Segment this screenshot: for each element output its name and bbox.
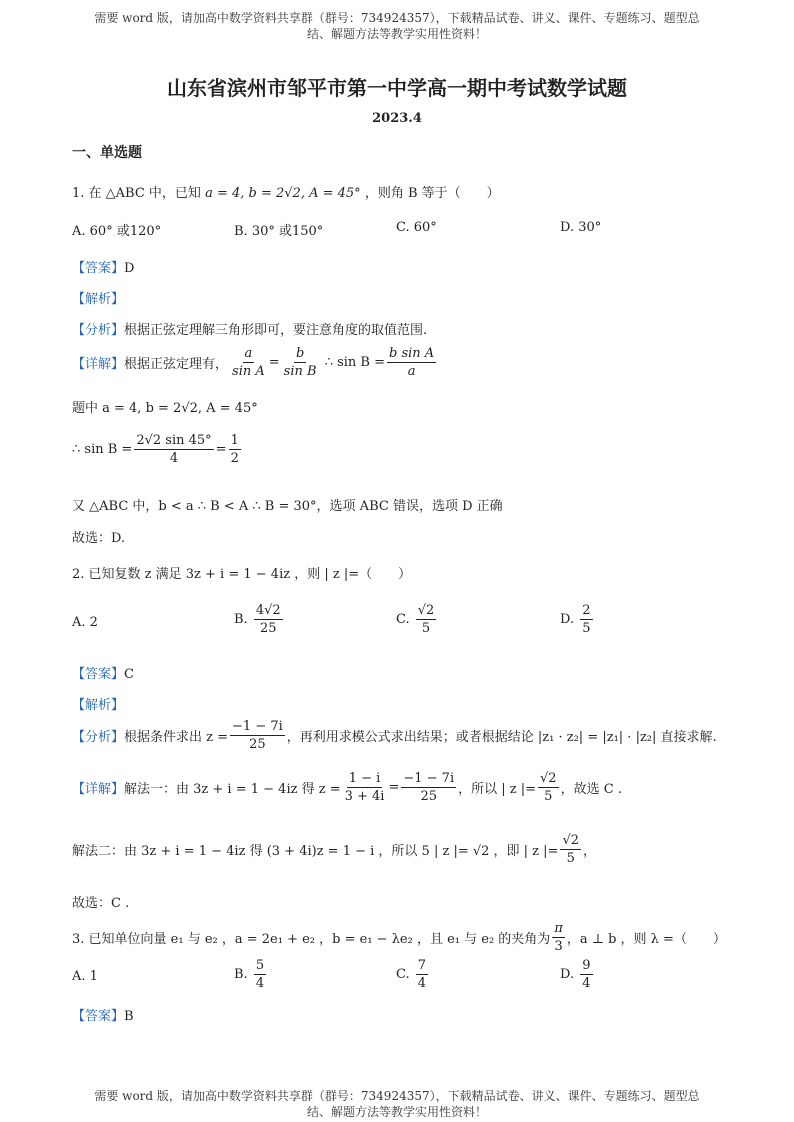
frac-den: sin B bbox=[283, 364, 317, 379]
q1-option-b: B. 30° 或150° bbox=[234, 224, 324, 239]
q3-option-a: A. 1 bbox=[72, 969, 98, 984]
q3-option-d bbox=[560, 957, 595, 992]
q2-xiangjie: 【详解】 解法一：由 3z + i = 1 − 4iz 得 z = $\frac{1 - i}{3 + 4i}$ = $\frac{-1 - 7i}{25}$ ，所以 | z |= $\frac{√2}{5}$ ，故选 C . bbox=[72, 771, 622, 804]
frac-num: 1 − i bbox=[348, 771, 381, 786]
q3-stem-b: ，a ⊥ b ，则 λ =（ ） bbox=[566, 932, 726, 947]
therefore-sinB: ∴ sin B = bbox=[320, 355, 386, 370]
q2-fenxi bbox=[72, 718, 717, 753]
q3-stem-a: 3. 已知单位向量 e₁ 与 e₂ ，a = 2e₁ + e₂ ，b = e₁ − λe₂ ，且 e₁ 与 e₂ 的夹角为 bbox=[72, 932, 551, 947]
frac-num: 7 bbox=[417, 958, 427, 973]
q2-fenxi-text-b: ，再利用求模公式求出结果；或者根据结论 |z₁ · z₂| = |z₁| · |z₂| 直接求解. bbox=[286, 730, 717, 745]
frac-minus1-7i-over-25 bbox=[230, 718, 285, 753]
frac-num: −1 − 7i bbox=[403, 771, 455, 786]
option-label: B. bbox=[234, 612, 248, 627]
q1-answer bbox=[72, 257, 134, 276]
q1-xiangjie: 【详解】 根据正弦定理有， $\frac{a}{\text{sin A}}$ = $\frac{b}{\text{sin B}}$ ∴ sin B = $\frac{\text{b sin A}}{a}$ bbox=[72, 346, 435, 379]
fenxi-tag: 【分析】 bbox=[72, 730, 125, 745]
frac-num: 9 bbox=[582, 958, 591, 973]
frac-pi-over-3 bbox=[552, 920, 565, 955]
q3-answer-value: B bbox=[124, 1009, 134, 1024]
frac-den: 3 bbox=[554, 939, 563, 954]
q1-stem-part-a: 1. 在 △ABC 中，已知 bbox=[72, 186, 201, 201]
frac-7-over-4 bbox=[416, 957, 428, 992]
page-title: 山东省滨州市邹平市第一中学高一期中考试数学试题 bbox=[167, 76, 627, 100]
frac-den: 3 + 4i bbox=[344, 789, 385, 804]
section-title: 一、单选题 bbox=[72, 145, 142, 161]
frac-root2-over-5 bbox=[538, 770, 559, 805]
fenxi-tag: 【分析】 bbox=[72, 323, 125, 338]
frac-num: b bbox=[295, 346, 305, 361]
frac-num: 2 bbox=[582, 603, 591, 618]
q1-given: 题中 a = 4, b = 2√2, A = 45° bbox=[72, 401, 258, 416]
frac-den: 5 bbox=[544, 789, 553, 804]
q1-option-d: D. 30° bbox=[560, 220, 602, 235]
frac-num: b sin A bbox=[389, 346, 435, 361]
q2-answer bbox=[72, 663, 134, 682]
q1-jiexi-tag: 【解析】 bbox=[72, 292, 125, 307]
frac-num: π bbox=[554, 921, 563, 936]
frac-den: a bbox=[407, 364, 416, 379]
option-label: B. bbox=[234, 967, 248, 982]
q3-stem bbox=[72, 920, 726, 955]
frac-den: 4 bbox=[255, 976, 265, 991]
frac-2root2sin45-over-4 bbox=[134, 432, 213, 467]
frac-num: a bbox=[244, 346, 253, 361]
frac-root2-over-5 bbox=[560, 832, 581, 867]
banner-line-1: 需要 word 版，请加高中数学资料共享群（群号：734924357），下载精品试卷、讲义、课件、专题练习、题型总 bbox=[94, 1089, 700, 1103]
frac-den: 4 bbox=[169, 451, 179, 466]
frac-a-over-sinA bbox=[230, 345, 267, 380]
q2-stem: 2. 已知复数 z 满足 3z + i = 1 − 4iz ，则 | z |=（ ） bbox=[72, 567, 412, 582]
q2-xiangjie-text-a: 解法一：由 3z + i = 1 − 4iz 得 z = bbox=[124, 782, 341, 797]
answer-tag: 【答案】 bbox=[72, 667, 125, 682]
frac-num: √2 bbox=[540, 771, 557, 786]
top-banner bbox=[66, 10, 728, 42]
option-label: C. bbox=[396, 612, 410, 627]
frac-den: 5 bbox=[566, 851, 575, 866]
q2-option-a: A. 2 bbox=[72, 615, 98, 630]
frac-1-i-over-3-4i bbox=[343, 770, 387, 805]
frac-num: 2√2 sin 45° bbox=[136, 433, 212, 448]
q2-xiangjie-text-c: ，故选 C . bbox=[560, 782, 622, 797]
q3-answer bbox=[72, 1005, 134, 1024]
frac-den: 4 bbox=[582, 976, 591, 991]
q2-xiangjie-text-b: ，所以 | z |= bbox=[458, 782, 537, 797]
answer-tag: 【答案】 bbox=[72, 261, 125, 276]
frac-num: 1 bbox=[230, 433, 239, 448]
q1-option-c: C. 60° bbox=[396, 220, 437, 235]
q1-option-a: A. 60° 或120° bbox=[72, 224, 162, 239]
frac-num: 4√2 bbox=[255, 603, 281, 618]
q3-option-b bbox=[234, 957, 268, 992]
frac-1-over-2 bbox=[229, 432, 241, 467]
q2-option-c bbox=[396, 602, 438, 637]
frac-num: √2 bbox=[417, 603, 435, 618]
q2-guxuan: 故选：C . bbox=[72, 896, 130, 911]
q1-fenxi bbox=[72, 319, 427, 338]
q1-fenxi-text: 根据正弦定理解三角形即可，要注意角度的取值范围. bbox=[124, 323, 428, 338]
frac-5-over-4 bbox=[254, 957, 266, 992]
frac-bsinA-over-a bbox=[387, 345, 436, 380]
banner-line-1: 需要 word 版，请加高中数学资料共享群（群号：734924357），下载精品试卷、讲义、课件、专题练习、题型总 bbox=[94, 11, 700, 25]
q2-method2-comma: ， bbox=[583, 844, 597, 859]
q2-option-b bbox=[234, 602, 285, 637]
q1-xiangjie-text: 根据正弦定理有， bbox=[124, 357, 229, 372]
frac-den: 25 bbox=[259, 621, 277, 636]
q3-option-c bbox=[396, 957, 430, 992]
exam-date: 2023.4 bbox=[372, 111, 422, 126]
frac-root2-over-5 bbox=[416, 602, 437, 637]
frac-9-over-4 bbox=[580, 957, 592, 992]
q1-answer-value: D bbox=[124, 261, 135, 276]
frac-2-over-5 bbox=[580, 602, 592, 637]
option-label: D. bbox=[560, 967, 575, 982]
frac-num: √2 bbox=[562, 833, 580, 848]
q2-option-d bbox=[560, 602, 595, 637]
q1-sinB-calc: ∴ sin B = $\frac{2√2 \sin 45^\circ}{4}$ = $\frac{1}{2}$ bbox=[72, 433, 239, 466]
q1-guxuan: 故选：D. bbox=[72, 531, 126, 546]
q1-sinB-label: ∴ sin B = bbox=[72, 442, 133, 457]
banner-line-2: 结、解题方法等教学实用性资料！ bbox=[306, 27, 487, 41]
frac-den: sin A bbox=[232, 364, 265, 379]
banner-line-2: 结、解题方法等教学实用性资料！ bbox=[306, 1105, 487, 1119]
q2-jiexi-tag: 【解析】 bbox=[72, 698, 125, 713]
q1-stem-condition: a = 4, b = 2√2, A = 45° bbox=[205, 186, 361, 201]
q1-conclusion: 又 △ABC 中，b < a ∴ B < A ∴ B = 30°，选项 ABC 错误，选项 D 正确 bbox=[72, 499, 503, 514]
xiangjie-tag: 【详解】 bbox=[72, 782, 125, 797]
frac-4root2-over-25 bbox=[254, 602, 283, 637]
q1-stem-part-b: ，则角 B 等于（ ） bbox=[364, 186, 500, 201]
frac-num: 5 bbox=[255, 958, 265, 973]
q2-method-two bbox=[72, 832, 596, 867]
q2-method2-text: 解法二：由 3z + i = 1 − 4iz 得 (3 + 4i)z = 1 − i ，所以 5 | z |= √2 ，即 | z |= bbox=[72, 844, 559, 859]
option-label: D. bbox=[560, 612, 575, 627]
answer-tag: 【答案】 bbox=[72, 1009, 125, 1024]
frac-den: 25 bbox=[249, 737, 266, 752]
frac-den: 5 bbox=[582, 621, 591, 636]
frac-den: 2 bbox=[230, 451, 239, 466]
frac-den: 25 bbox=[420, 789, 437, 804]
xiangjie-tag: 【详解】 bbox=[72, 357, 125, 372]
q2-fenxi-text-a: 根据条件求出 z = bbox=[124, 730, 229, 745]
frac-den: 4 bbox=[417, 976, 427, 991]
q1-stem bbox=[72, 182, 500, 201]
bottom-banner bbox=[66, 1088, 728, 1120]
option-label: C. bbox=[396, 967, 410, 982]
frac-b-over-sinB bbox=[282, 345, 319, 380]
q2-answer-value: C bbox=[124, 667, 134, 682]
frac-num: −1 − 7i bbox=[232, 719, 283, 734]
frac-den: 5 bbox=[421, 621, 431, 636]
frac-minus1-7i-over-25 bbox=[401, 770, 456, 805]
